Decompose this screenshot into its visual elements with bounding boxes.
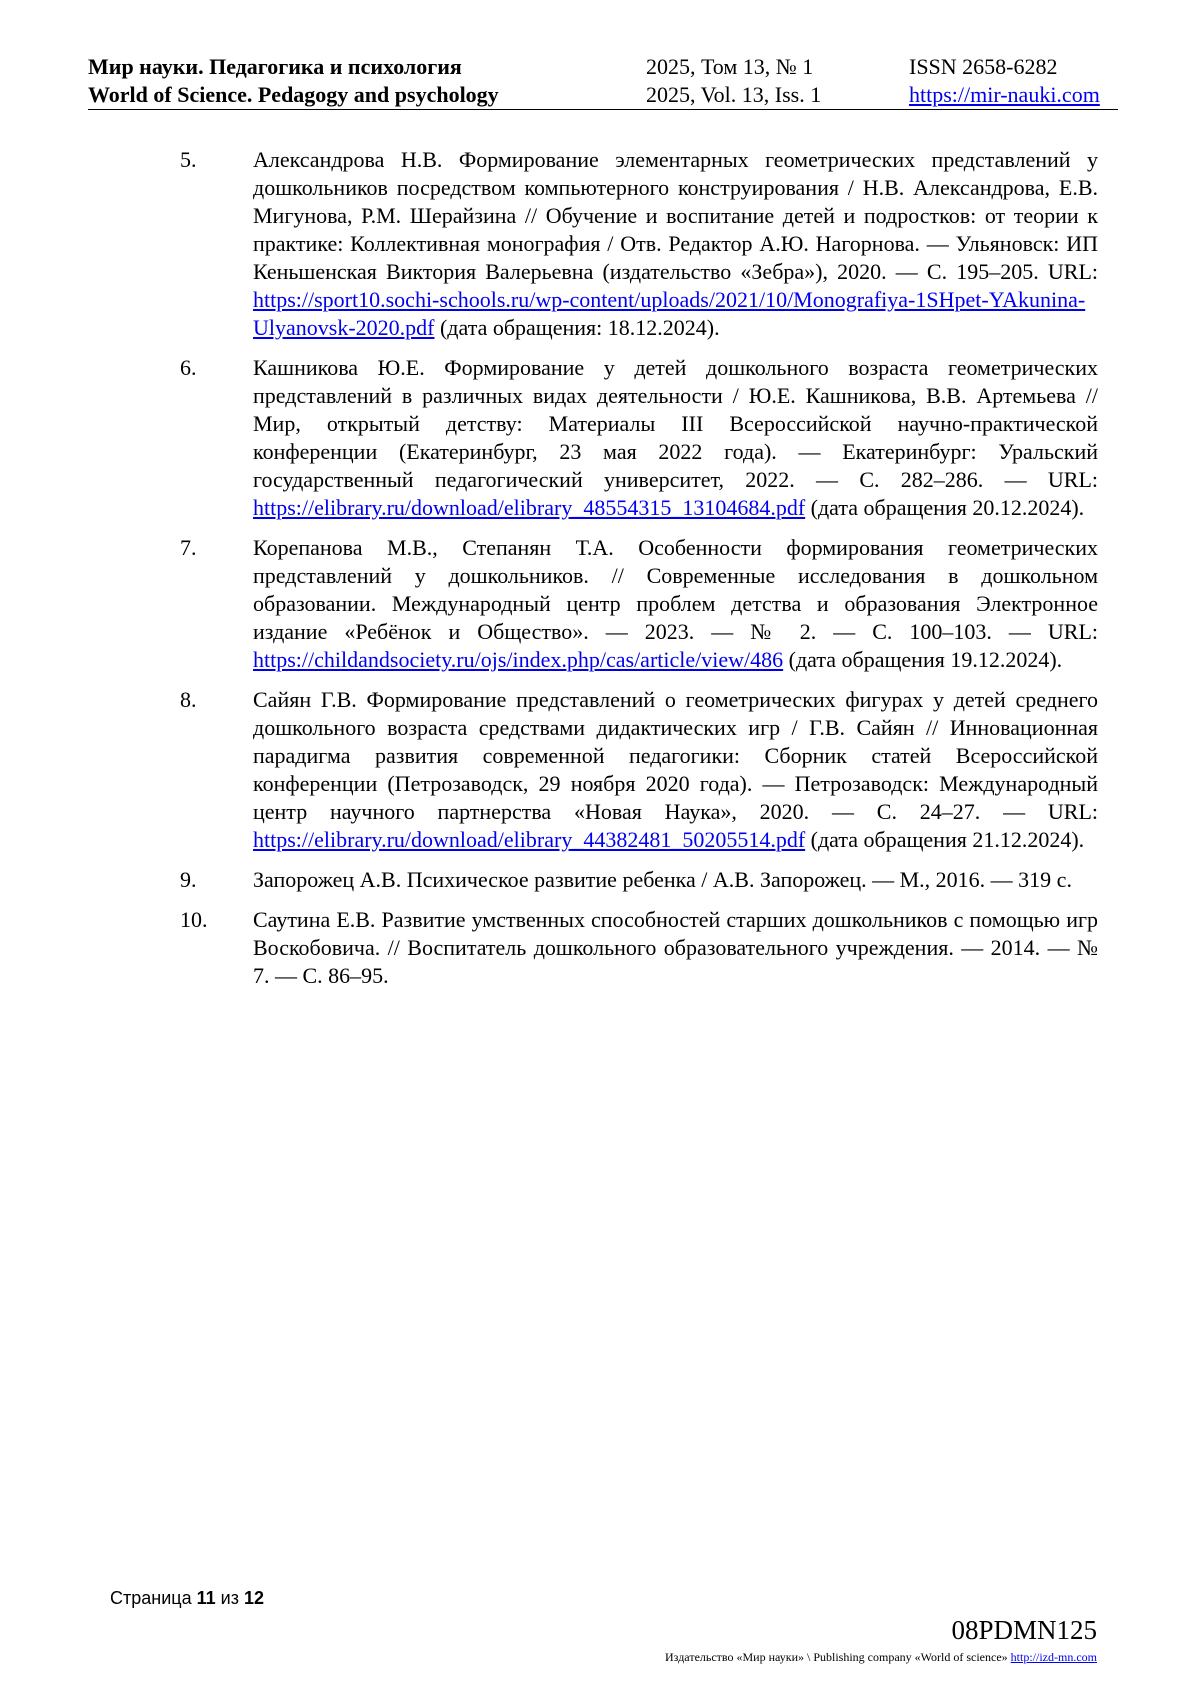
- journal-url-link[interactable]: https://mir-nauki.com: [909, 82, 1100, 107]
- reference-item: [180, 354, 1098, 522]
- issue-ru: 2025, Том 13, № 1: [646, 54, 814, 79]
- reference-number: 6.: [180, 355, 197, 380]
- reference-number: 10.: [180, 907, 208, 932]
- reference-link[interactable]: https://elibrary.ru/download/elibrary_44382481_50205514.pdf: [253, 827, 806, 852]
- journal-title: [88, 53, 499, 109]
- reference-number: 8.: [180, 687, 197, 712]
- reference-item: [180, 146, 1098, 342]
- issn-block: [909, 53, 1100, 109]
- page-word: Страница: [110, 1588, 192, 1608]
- reference-link[interactable]: https://elibrary.ru/download/elibrary_48554315_13104684.pdf: [253, 495, 806, 520]
- reference-body: Александрова Н.В. Формирование элементарных геометрических представлений у дошкольников посредством компьютерного конструирования / Н.В. Александрова, Е.В. Мигунова, Р.М. Шерайзина // Обучение и воспитание детей и подростков: от теории к практике: Коллективная монография / Отв. Редактор А.Ю. Нагорнова. — Ульяновск: ИП Кеньшенская Виктория Валерьевна (издательство «Зебра»), 2020. — С. 195–205. URL:: [253, 147, 1098, 284]
- reference-text: [253, 686, 1098, 854]
- reference-body: Запорожец А.В. Психическое развитие ребенка / А.В. Запорожец. — М., 2016. — 319 с.: [253, 867, 1072, 892]
- reference-access-date: (дата обращения: 18.12.2024).: [434, 315, 720, 340]
- reference-body: Корепанова М.В., Степанян Т.А. Особенности формирования геометрических представлений у дошкольников. // Современные исследования в дошкольном образовании. Международный центр проблем детства и образования Электронное издание «Ребёнок и Общество». — 2023. — № 2. — С. 100–103. — URL:: [253, 535, 1098, 644]
- reference-access-date: (дата обращения 20.12.2024).: [805, 495, 1085, 520]
- reference-item: [180, 866, 1098, 894]
- page-header: [88, 53, 1118, 110]
- reference-text: [253, 906, 1098, 990]
- publisher-link[interactable]: http://izd-mn.com: [1010, 1650, 1097, 1664]
- reference-access-date: (дата обращения 19.12.2024).: [783, 647, 1063, 672]
- issue-info: [646, 53, 821, 109]
- issn: ISSN 2658-6282: [909, 54, 1058, 79]
- reference-body: Кашникова Ю.Е. Формирование у детей дошкольного возраста геометрических представлений в различных видах деятельности / Ю.Е. Кашникова, В.В. Артемьева // Мир, открытый детству: Материалы III Всероссийской научно-практической конференции (Екатеринбург, 23 мая 2022 года). — Екатеринбург: Уральский государственный педагогический университет, 2022. — С. 282–286. — URL:: [253, 355, 1098, 492]
- reference-number: 5.: [180, 147, 197, 172]
- article-code: 08PDMN125: [951, 1615, 1097, 1645]
- reference-text: [253, 354, 1098, 522]
- reference-text: [253, 146, 1098, 342]
- of-word: из: [220, 1588, 239, 1608]
- publisher-text: Издательство «Мир науки» \ Publishing company «World of science»: [665, 1650, 1008, 1664]
- reference-link[interactable]: https://childandsociety.ru/ojs/index.php/cas/article/view/486: [253, 647, 784, 672]
- reference-access-date: (дата обращения 21.12.2024).: [805, 827, 1085, 852]
- reference-item: [180, 906, 1098, 990]
- reference-number: 9.: [180, 867, 197, 892]
- page-counter: [110, 1588, 264, 1609]
- reference-item: [180, 686, 1098, 854]
- publisher-line: [665, 1650, 1097, 1665]
- journal-title-ru: Мир науки. Педагогика и психология: [88, 54, 462, 79]
- journal-title-en: World of Science. Pedagogy and psychology: [88, 82, 499, 107]
- reference-number: 7.: [180, 535, 197, 560]
- page-current: 11: [196, 1588, 216, 1608]
- reference-body: Саутина Е.В. Развитие умственных способностей старших дошкольников с помощью игр Воскобовича. // Воспитатель дошкольного образовательного учреждения. — 2014. — № 7. — С. 86–95.: [253, 907, 1098, 988]
- reference-list: [180, 146, 1098, 1002]
- page-total: 12: [243, 1588, 265, 1608]
- reference-text: [253, 534, 1098, 674]
- reference-text: [253, 866, 1098, 894]
- reference-body: Сайян Г.В. Формирование представлений о геометрических фигурах у детей среднего дошкольного возраста средствами дидактических игр / Г.В. Сайян // Инновационная парадигма развития современной педагогики: Сборник статей Всероссийской конференции (Петрозаводск, 29 ноября 2020 года). — Петрозаводск: Международный центр научного партнерства «Новая Наука», 2020. — С. 24–27. — URL:: [253, 687, 1098, 824]
- reference-link[interactable]: https://sport10.sochi-schools.ru/wp-content/uploads/2021/10/Monografiya-1SHpet-YAkunina-Ulyanovsk-2020.pdf: [253, 287, 1086, 340]
- issue-en: 2025, Vol. 13, Iss. 1: [646, 82, 822, 107]
- reference-item: [180, 534, 1098, 674]
